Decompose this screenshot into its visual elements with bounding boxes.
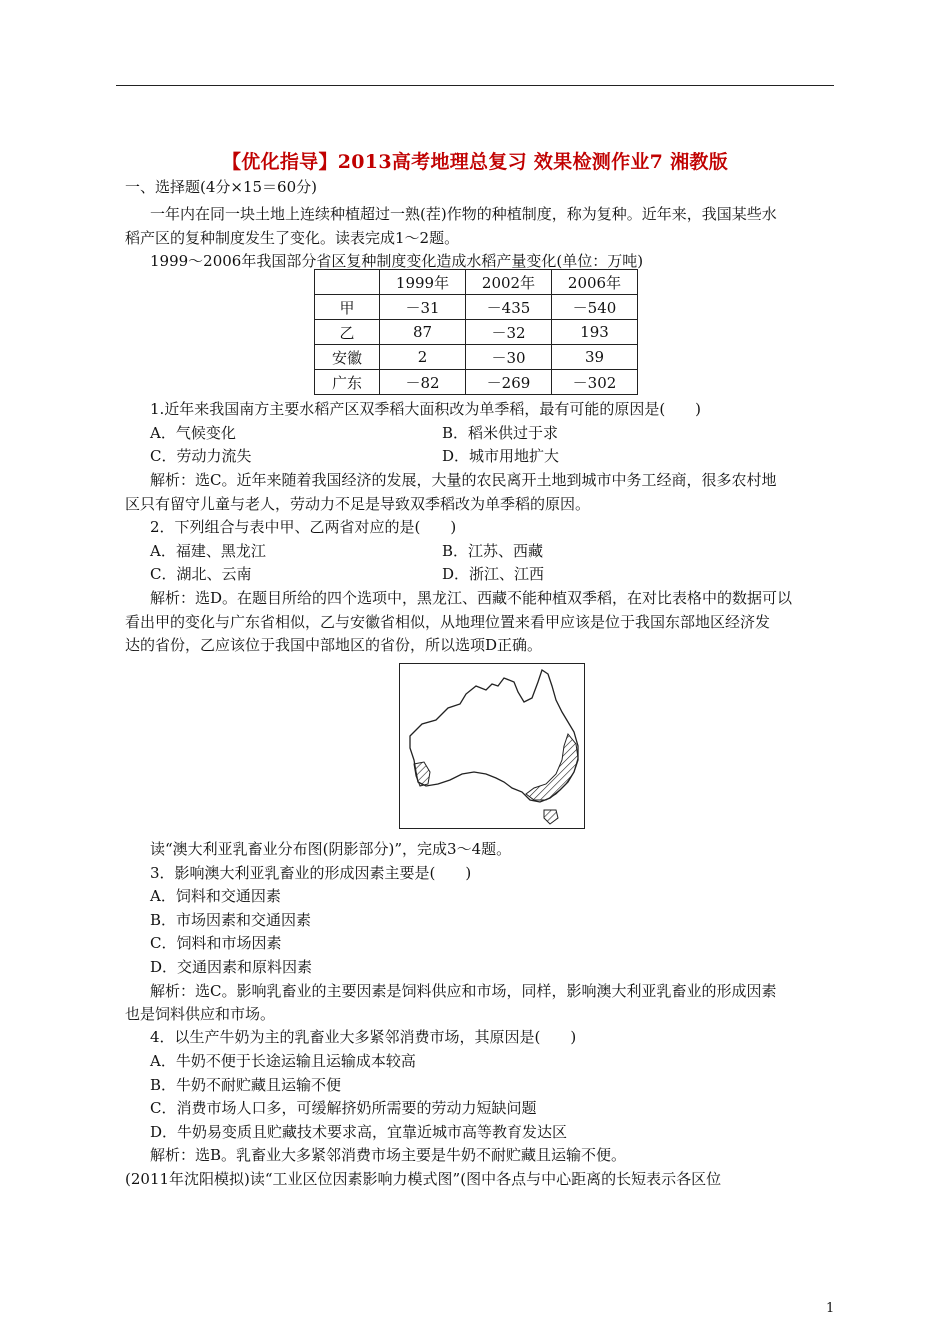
table-cell: －540 [552,295,638,320]
table-cell: －32 [466,320,552,345]
q1-analysis-2: 区只有留守儿童与老人，劳动力不足是导致双季稻改为单季稻的原因。 [125,495,591,513]
table-cell: 39 [552,345,638,370]
q3-option-d: D．交通因素和原料因素 [150,958,313,976]
table-cell: 安徽 [315,345,380,370]
q1-option-b: B．稻米供过于求 [442,424,559,442]
page-title: 【优化指导】2013高考地理总复习 效果检测作业7 湘教版 [221,151,729,173]
q3-option-c: C．饲料和市场因素 [150,934,282,952]
table-cell [315,270,380,295]
q3-option-a: A．饲料和交通因素 [150,887,281,905]
q4-option-b: B．牛奶不耐贮藏且运输不便 [150,1076,342,1094]
q2-analysis-3: 达的省份，乙应该位于我国中部地区的省份，所以选项D正确。 [125,636,543,654]
q1-option-d: D．城市用地扩大 [442,447,560,465]
table-cell: －82 [380,370,466,395]
table-header-row [315,270,638,295]
q2-option-c: C．湖北、云南 [150,565,252,583]
table-cell: 甲 [315,295,380,320]
q4-option-a: A．牛奶不便于长途运输且运输成本较高 [150,1052,416,1070]
table-cell: 乙 [315,320,380,345]
q2-option-a: A．福建、黑龙江 [150,542,266,560]
table-cell: 广东 [315,370,380,395]
q1-option-c: C．劳动力流失 [150,447,252,465]
table-cell: －269 [466,370,552,395]
q3-stem: 3．影响澳大利亚乳畜业的形成因素主要是( ) [150,864,472,882]
q3-analysis-1: 解析：选C。影响乳畜业的主要因素是饲料供应和市场，同样，影响澳大利亚乳畜业的形成因素 [150,982,777,1000]
table-cell: 2 [380,345,466,370]
q4-analysis-1: 解析：选B。乳畜业大多紧邻消费市场主要是牛奶不耐贮藏且运输不便。 [150,1146,627,1164]
header-rule [116,85,834,86]
map-caption: 读“澳大利亚乳畜业分布图(阴影部分)”，完成3～4题。 [150,840,512,858]
q2-analysis-1: 解析：选D。在题目所给的四个选项中，黑龙江、西藏不能种植双季稻，在对比表格中的数据可以 [150,589,793,607]
intro-line-1: 一年内在同一块土地上连续种植超过一熟(茬)作物的种植制度，称为复种。近年来，我国某些水 [150,205,777,223]
q3-analysis-2: 也是饲料供应和市场。 [125,1005,276,1023]
tasmania-dairy-region [544,810,558,824]
page-number: 1 [826,1301,835,1316]
table-cell: －302 [552,370,638,395]
australia-outline-icon [400,664,583,827]
table-row [315,370,638,395]
table-cell: 87 [380,320,466,345]
next-question-intro: (2011年沈阳模拟)读“工业区位因素影响力模式图”(图中各点与中心距离的长短表示各区位 [125,1170,722,1188]
q2-option-d: D．浙江、江西 [442,565,545,583]
section-heading: 一、选择题(4分×15＝60分) [125,178,317,196]
table-cell: －31 [380,295,466,320]
table-row [315,320,638,345]
q1-stem: 1.近年来我国南方主要水稻产区双季稻大面积改为单季稻，最有可能的原因是( ) [150,400,702,418]
table-cell: －30 [466,345,552,370]
q3-option-b: B．市场因素和交通因素 [150,911,312,929]
table-cell: 1999年 [380,270,466,295]
rice-output-table [314,269,638,395]
table-row [315,345,638,370]
table-caption: 1999～2006年我国部分省区复种制度变化造成水稻产量变化(单位：万吨) [150,252,644,270]
intro-line-2: 稻产区的复种制度发生了变化。读表完成1～2题。 [125,229,460,247]
q4-option-c: C．消费市场人口多，可缓解挤奶所需要的劳动力短缺问题 [150,1099,537,1117]
q4-option-d: D．牛奶易变质且贮藏技术要求高，宜靠近城市高等教育发达区 [150,1123,568,1141]
q4-stem: 4．以生产牛奶为主的乳畜业大多紧邻消费市场，其原因是( ) [150,1028,577,1046]
table-cell: 2006年 [552,270,638,295]
q1-analysis-1: 解析：选C。近年来随着我国经济的发展，大量的农民离开土地到城市中务工经商，很多农村地 [150,471,777,489]
table-cell: －435 [466,295,552,320]
q2-option-b: B．江苏、西藏 [442,542,544,560]
q2-analysis-2: 看出甲的变化与广东省相似，乙与安徽省相似，从地理位置来看甲应该是位于我国东部地区经济发 [125,613,771,631]
table-cell: 2002年 [466,270,552,295]
table-cell: 193 [552,320,638,345]
q1-option-a: A．气候变化 [150,424,236,442]
australia-dairy-map [399,663,585,829]
table-row [315,295,638,320]
q2-stem: 2．下列组合与表中甲、乙两省对应的是( ) [150,518,457,536]
